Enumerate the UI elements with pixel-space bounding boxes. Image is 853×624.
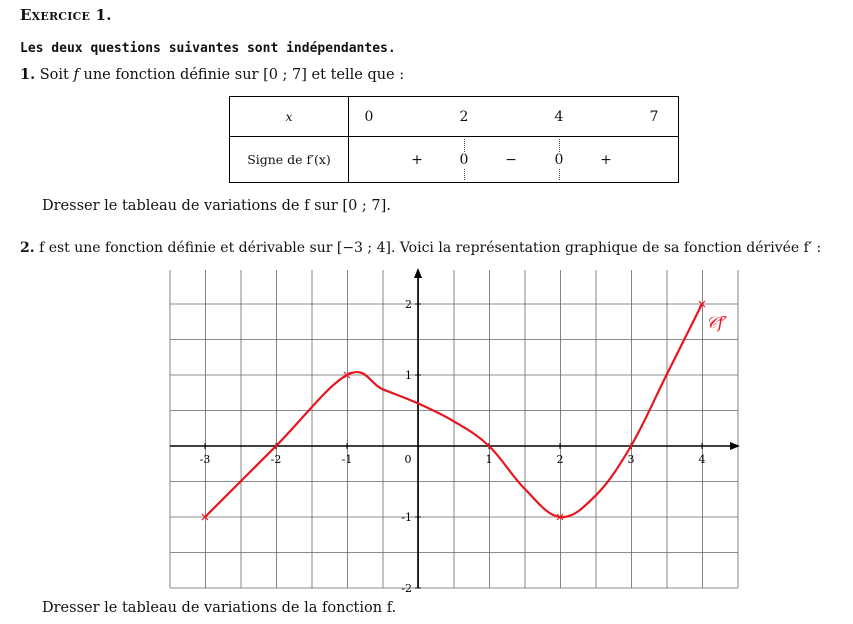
exercise-title: Exercice 1. — [20, 6, 112, 24]
y-tick-label: 1 — [405, 369, 412, 382]
y-axis-arrow — [414, 268, 422, 278]
question-1-text-b: une fonction définie sur [0 ; 7] et telle que : — [83, 67, 405, 83]
x-value-7: 7 — [649, 108, 659, 125]
question-2-number: 2. — [20, 240, 35, 256]
question-2-text: f est une fonction définie et dérivable sur [−3 ; 4]. Voici la représentation graphique de sa fonction dérivée f′ : — [39, 240, 822, 256]
x-tick-label: 2 — [556, 453, 564, 466]
question-2-instruction: Dresser le tableau de variations de la fonction f. — [42, 600, 397, 616]
question-1-text-a: Soit — [39, 67, 69, 83]
x-tick-label: 0 — [404, 453, 412, 466]
curve-label: 𝒞f′ — [706, 313, 728, 332]
sign-zero-1: 0 — [459, 151, 469, 168]
sign-table-row-label: Signe de f′(x) — [230, 137, 349, 183]
sign-plus-2: + — [600, 151, 612, 168]
x-axis-arrow — [730, 442, 740, 450]
x-tick-label: -3 — [199, 453, 211, 466]
x-value-2: 2 — [459, 108, 469, 125]
y-tick-label: 2 — [405, 298, 412, 311]
independence-note: Les deux questions suivantes sont indépendantes. — [20, 41, 396, 56]
sign-minus: − — [505, 151, 517, 168]
sign-zero-2: 0 — [554, 151, 564, 168]
x-value-0: 0 — [364, 108, 374, 125]
x-tick-label: 3 — [627, 453, 635, 466]
y-tick-label: -2 — [401, 582, 412, 595]
x-tick-label: 4 — [698, 453, 706, 466]
y-tick-label: -1 — [401, 511, 412, 524]
x-tick-label: -1 — [341, 453, 353, 466]
question-1-instruction: Dresser le tableau de variations de f sur [0 ; 7]. — [42, 198, 391, 214]
question-1-f: f — [73, 67, 79, 83]
sign-table-header-label: x — [230, 97, 349, 137]
x-value-4: 4 — [554, 108, 564, 125]
x-tick-label: -2 — [270, 453, 282, 466]
x-tick-label: 1 — [485, 453, 493, 466]
sign-plus-1: + — [411, 151, 423, 168]
question-1-number: 1. — [20, 66, 36, 83]
